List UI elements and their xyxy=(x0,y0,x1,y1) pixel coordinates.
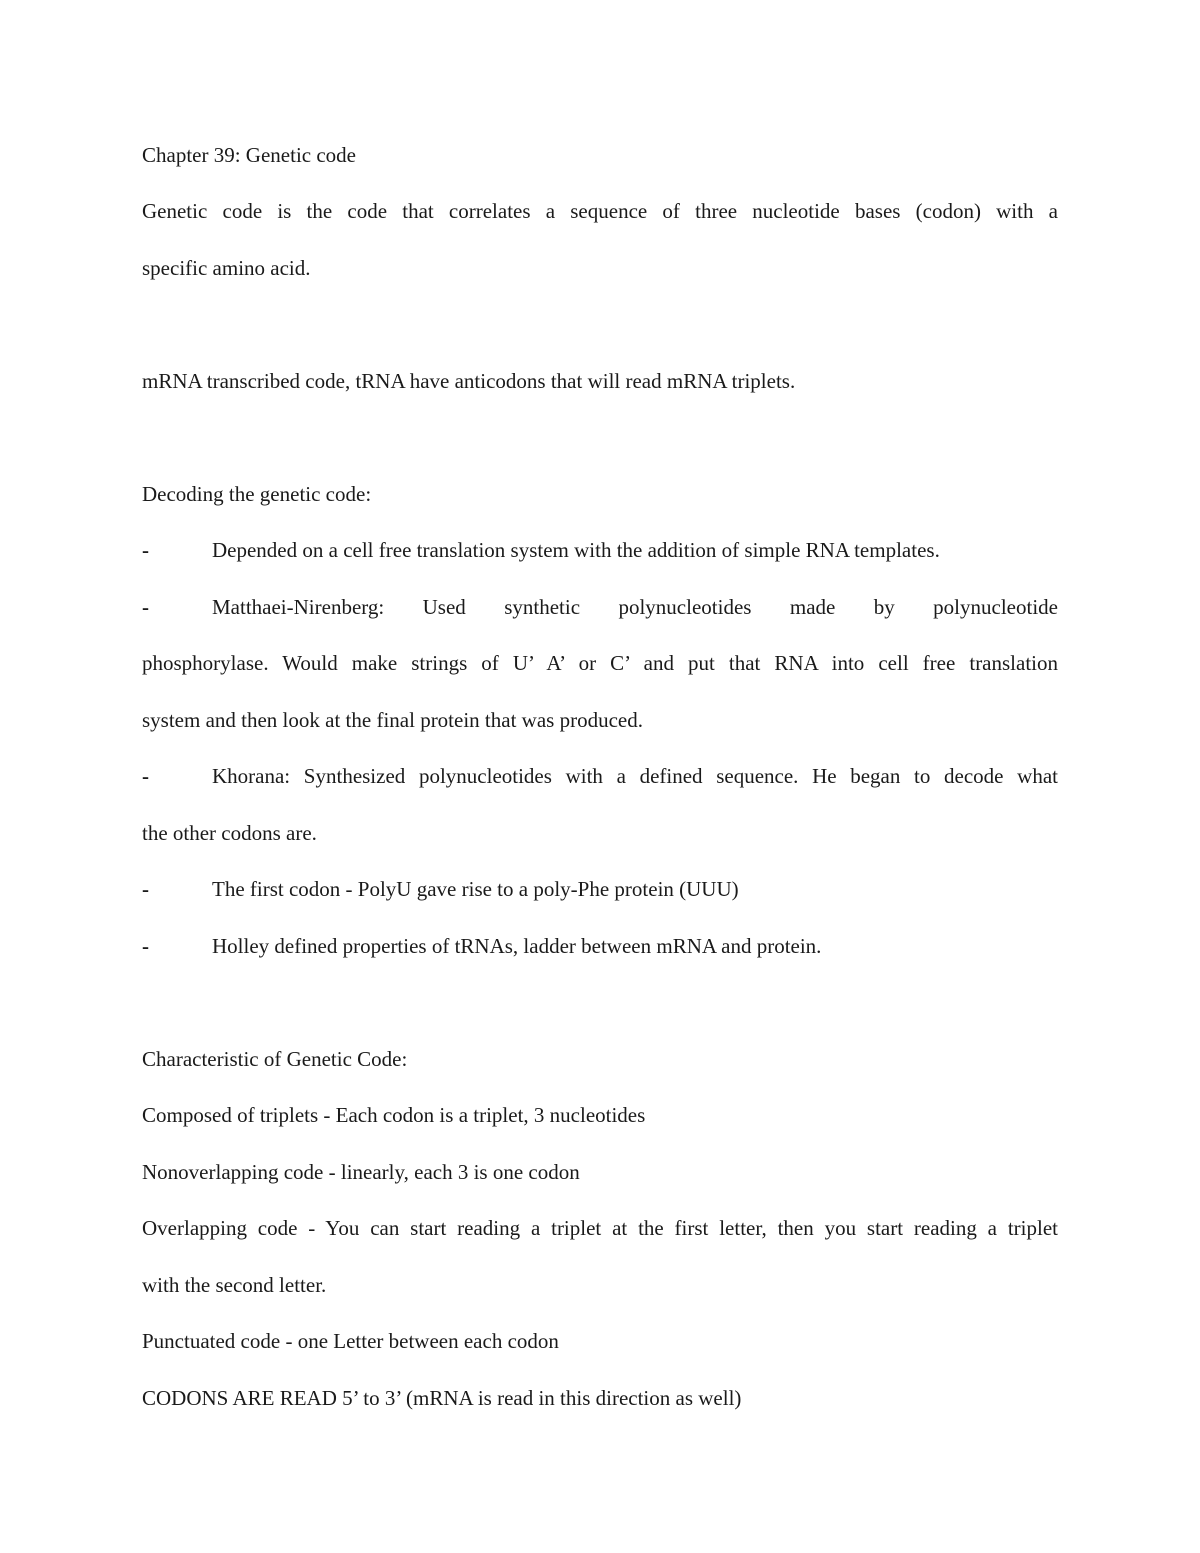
decoding-item-5: Holley defined properties of tRNAs, ladder between mRNA and protein. xyxy=(212,934,822,958)
decoding-item-1: Depended on a cell free translation system with the addition of simple RNA templates. xyxy=(212,538,940,562)
characteristic-punctuated: Punctuated code - one Letter between each codon xyxy=(142,1329,559,1353)
characteristic-triplets: Composed of triplets - Each codon is a triplet, 3 nucleotides xyxy=(142,1103,646,1127)
decoding-item-3-line-1: Khorana: Synthesized polynucleotides with a defined sequence. He began to decode what xyxy=(212,764,1058,788)
characteristic-nonoverlapping: Nonoverlapping code - linearly, each 3 is one codon xyxy=(142,1160,580,1184)
intro-line-1: Genetic code is the code that correlates a sequence of three nucleotide bases (codon) with a xyxy=(142,199,1058,223)
bullet-dash-3: - xyxy=(142,764,149,788)
characteristic-direction: CODONS ARE READ 5’ to 3’ (mRNA is read in this direction as well) xyxy=(142,1386,742,1410)
mrna-note: mRNA transcribed code, tRNA have anticodons that will read mRNA triplets. xyxy=(142,369,796,393)
decoding-item-3-line-2: the other codons are. xyxy=(142,821,317,845)
intro-line-2: specific amino acid. xyxy=(142,256,311,280)
bullet-dash-5: - xyxy=(142,934,149,958)
characteristic-overlapping-line-2: with the second letter. xyxy=(142,1273,327,1297)
decoding-item-2-line-1: Matthaei-Nirenberg: Used synthetic polynucleotides made by polynucleotide xyxy=(212,595,1058,619)
characteristic-overlapping-line-1: Overlapping code - You can start reading a triplet at the first letter, then you start reading a triplet xyxy=(142,1216,1058,1240)
bullet-dash-1: - xyxy=(142,538,149,562)
bullet-dash-2: - xyxy=(142,595,149,619)
decoding-item-4: The first codon - PolyU gave rise to a poly-Phe protein (UUU) xyxy=(212,877,739,901)
characteristics-heading: Characteristic of Genetic Code: xyxy=(142,1047,408,1071)
bullet-dash-4: - xyxy=(142,877,149,901)
decoding-item-2-line-3: system and then look at the final protein that was produced. xyxy=(142,708,643,732)
chapter-title: Chapter 39: Genetic code xyxy=(142,143,356,167)
decoding-item-2-line-2: phosphorylase. Would make strings of U’ A’ or C’ and put that RNA into cell free translation xyxy=(142,651,1058,675)
decoding-heading: Decoding the genetic code: xyxy=(142,482,372,506)
